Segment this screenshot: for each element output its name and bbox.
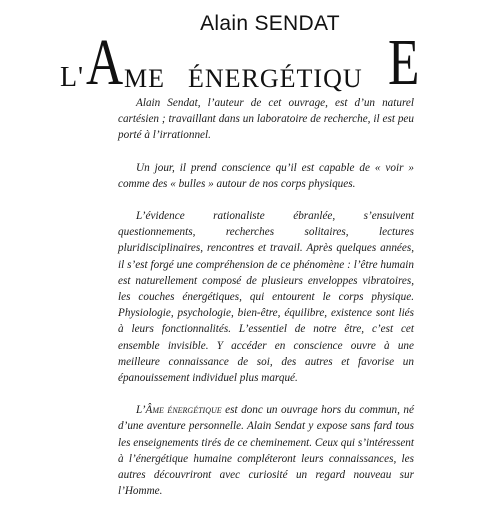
paragraph-3: L’évidence rationaliste ébranlée, s’ensuivent questionnements, recherches solitaires, lectures pluridisciplinaires, rencontres et travail. Après quelques années, il s’est forgé une compréhension de ce phénomène : l’être humain est naturellement composé de plusieurs enveloppes vibratoires, les couches énergétiques, qui entourent le corps physique. Physiologie, psychologie, bien-être, équilibre, existence sont liés à leurs fonctionnalités. L’essentiel de notre être, c’est cet ensemble invisible. Y accéder en conscience ouvre à une meilleure connaissance de soi, des autres et favorise un épanouissement individuel plus marqué. [118,210,414,385]
paragraph-1: Alain Sendat, l’auteur de cet ouvrage, est d’un naturel cartésien ; travaillant dans un laboratoire de recherche, il est peu porté à l’irrationnel. [118,97,414,142]
title-letter-l: L [60,62,78,93]
title-big-e: E [388,26,420,99]
title-big-a: A [86,26,124,99]
paragraph-4-prefix: L’ [136,404,146,417]
title-apostrophe: ' [78,62,84,93]
blurb-text [118,95,414,515]
title-energetiqu: ÉNERGÉTIQU [188,64,363,93]
paragraph-4-title-ref: Âme énergétique [145,404,222,417]
title-me: ME [124,64,165,93]
paragraph-4-rest: est donc un ouvrage hors du commun, né d’une aventure personnelle. Alain Sendat y expose sans fard tous les enseignements tirés de ce cheminement. Ceux qui s’intéressent à l’énergétique humaine compléteront leurs connaissances, les autres découvriront avec curiosité un regard nouveau sur l’Homme. [118,404,414,498]
author-name: Alain SENDAT [200,12,340,35]
paragraph-2: Un jour, il prend conscience qu’il est capable de « voir » comme des « bulles » autour de nos corps physiques. [118,161,414,190]
paragraph-4 [118,402,414,499]
book-title [60,28,450,98]
